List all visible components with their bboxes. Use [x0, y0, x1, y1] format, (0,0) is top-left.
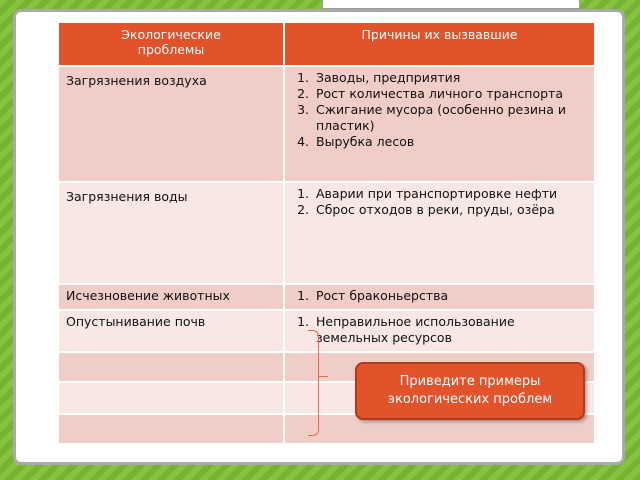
- prompt-line1: Приведите примеры: [399, 374, 541, 389]
- cause-item: 2. Рост количества личного транспорта: [313, 86, 590, 102]
- causes-cell: [284, 310, 595, 352]
- bracket-decoration: [308, 330, 319, 436]
- causes-cell: [284, 66, 595, 182]
- causes-cell: [284, 284, 595, 310]
- cause-item: 4. Вырубка лесов: [313, 134, 590, 150]
- cause-item: 1. Неправильное использование земельных ресурсов: [313, 314, 590, 346]
- prompt-line2: экологических проблем: [387, 392, 553, 407]
- cause-item: 3. Сжигание мусора (особенно резина и пластик): [313, 102, 590, 134]
- causes-cell: [284, 182, 595, 284]
- cause-item: 2. Сброс отходов в реки, пруды, озёра: [313, 202, 590, 218]
- table-row: [58, 284, 595, 310]
- bracket-tick: [318, 376, 328, 377]
- table-row: [58, 66, 595, 182]
- problem-cell: Опустынивание почв: [58, 310, 284, 352]
- examples-prompt-button[interactable]: [355, 362, 585, 420]
- problem-cell: Исчезновение животных: [58, 284, 284, 310]
- slide-tab: [322, 0, 580, 9]
- table-row: [58, 310, 595, 352]
- header-problems-line1: Экологические: [121, 27, 221, 42]
- cause-item: 1. Аварии при транспортировке нефти: [313, 186, 590, 202]
- header-causes: Причины их вызвавшие: [284, 22, 595, 66]
- problem-cell: Загрязнения воздуха: [58, 66, 284, 182]
- table-row: [58, 182, 595, 284]
- header-problems: [58, 22, 284, 66]
- table-header-row: [58, 22, 595, 66]
- header-problems-line2: проблемы: [137, 42, 205, 57]
- cause-item: 1. Заводы, предприятия: [313, 70, 590, 86]
- cause-item: 1. Рост браконьерства: [313, 288, 590, 304]
- problem-cell: Загрязнения воды: [58, 182, 284, 284]
